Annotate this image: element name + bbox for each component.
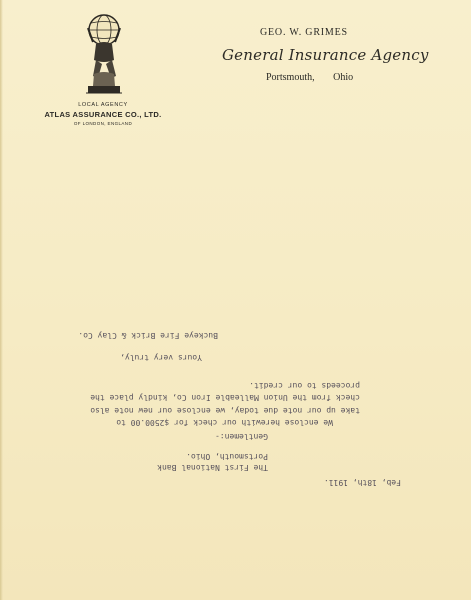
closing: Yours very truly, bbox=[120, 353, 202, 362]
letterhead-owner: GEO. W. GRIMES bbox=[260, 27, 348, 38]
company-name: ATLAS ASSURANCE CO., LTD. bbox=[44, 110, 162, 119]
body-line: take up our note due today, we enclose our new note also bbox=[90, 406, 360, 415]
signature-company: Buckeye Fire Brick & Clay Co. bbox=[78, 331, 218, 340]
local-agency-label: LOCAL AGENCY bbox=[78, 102, 128, 108]
salutation: Gentlemen:- bbox=[215, 432, 268, 441]
body-line: We enclose herewith our check for $2500.00 to bbox=[116, 418, 333, 427]
city: Portsmouth, bbox=[266, 72, 315, 83]
letter-date: Feb, 18th, 1911. bbox=[323, 478, 401, 487]
recipient-line: The First National Bank bbox=[157, 463, 268, 472]
recipient-line: Portsmouth, Ohio. bbox=[186, 452, 268, 461]
state: Ohio bbox=[333, 72, 354, 83]
letterhead-agency-name: General Insurance Agency bbox=[222, 46, 429, 64]
body-line: proceeds to our credit. bbox=[249, 381, 360, 390]
body-line: check from the Union Malleable Iron Co, kindly place the bbox=[90, 393, 360, 402]
company-location: OF LONDON, ENGLAND bbox=[73, 121, 133, 126]
